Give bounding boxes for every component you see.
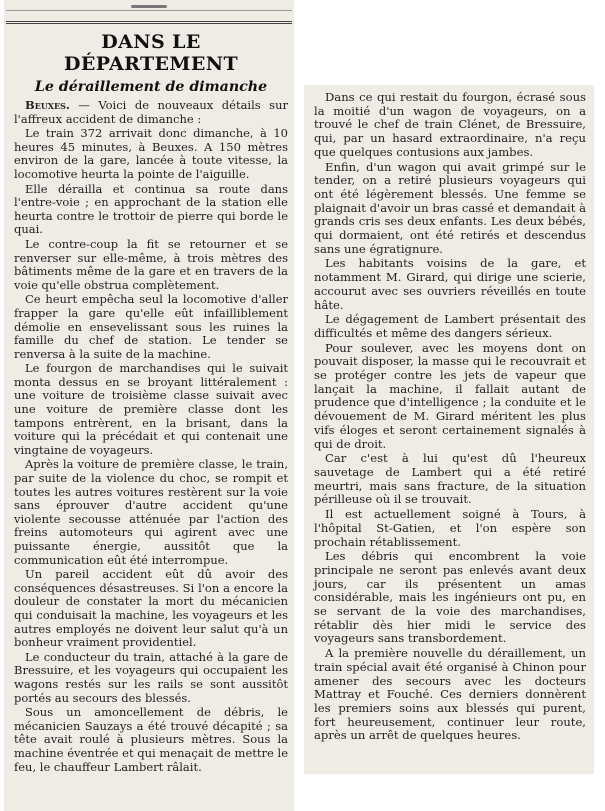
- right-column: [304, 85, 594, 774]
- article-paragraph: Les débris qui encombrent la voie principale ne seront pas enlevés avant deux jours, car ils présentent un amas considérable, mais les ingénieurs ont pu, en se servant de la voie des marchandises, rétablir dès hier midi le service des voyageurs sans transbordement.: [314, 549, 586, 646]
- article-paragraph: Le fourgon de marchandises qui le suivait monta dessus en se broyant littéralement : une voiture de troisième classe suivait avec une voiture de première classe dont les tampons entrèrent, en la brisant, dans la voiture qui la précédait et qui contenait une vingtaine de voyageurs.: [14, 361, 288, 457]
- article-paragraph: Le train 372 arrivait donc dimanche, à 10 heures 45 minutes, à Beuxes. A 150 mètres environ de la gare, lancée à toute vitesse, la locomotive heurta la pointe de l'aiguille.: [14, 126, 288, 181]
- article-paragraph: Après la voiture de première classe, le train, par suite de la violence du choc, se rompit et toutes les autres voitures restèrent sur la voie sans éprouver d'autre accident qu'une violente secousse atténuée par l'action des freins automoteurs qui agirent avec une puissante énergie, aussitôt que la communication eût été interrompue.: [14, 457, 288, 567]
- article-paragraph: Le dégagement de Lambert présentait des difficultés et même des dangers sérieux.: [314, 312, 586, 340]
- article-paragraph: Elle dérailla et continua sa route dans l'entre-voie ; en approchant de la station elle heurta contre le trottoir de pierre qui borde le quai.: [14, 181, 288, 237]
- lead-text: — Voici de nouveaux détails sur l'affreux accident de dimanche :: [14, 98, 288, 126]
- article-paragraph: Sous un amoncellement de débris, le mécanicien Sauzays a été trouvé décapité ; sa tête avait roulé à plusieurs mètres. Sous la machine éventrée et qui menaçait de mettre le feu, le chauffeur Lambert râlait.: [14, 705, 288, 774]
- article-paragraph: A la première nouvelle du déraillement, un train spécial avait été organisé à Chinon pour amener des secours avec les docteurs Mattray et Fouché. Ces derniers donnèrent les premiers soins aux blessés qui purent, fort heureusement, continuer leur route, après un arrêt de quelques heures.: [314, 646, 586, 743]
- article-paragraph: Un pareil accident eût dû avoir des conséquences désastreuses. Si l'on a encore la douleur de constater la mort du mécanicien qui conduisait la machine, les voyageurs et les autres employés ne doivent leur salut qu'à un bonheur vraiment providentiel.: [14, 567, 288, 650]
- section-rule: [6, 21, 292, 24]
- section-headline: DANS LE DÉPARTEMENT: [63, 31, 239, 75]
- top-rule: [6, 2, 292, 11]
- article-paragraph: Dans ce qui restait du fourgon, écrasé sous la moitié d'un wagon de voyageurs, on a trouvé le chef de train Clénet, de Bressuire, qui, par un hasard extraordinaire, n'a reçu que quelques contusions aux jambes.: [314, 90, 586, 159]
- article-paragraph: Le conducteur du train, attaché à la gare de Bressuire, et les voyageurs qui occupaient les wagons restés sur les rails se sont aussitôt portés au secours des blessés.: [14, 649, 288, 705]
- article-paragraph: Le contre-coup la fit se retourner et se renverser sur elle-même, à trois mètres des bâtiments même de la gare et en travers de la voie qu'elle obstrua complètement.: [14, 236, 288, 292]
- dateline: Beuxes.: [25, 98, 70, 112]
- article-paragraph: Les habitants voisins de la gare, et notamment M. Girard, qui dirige une scierie, accourut avec ses ouvriers réveillés en toute hâte.: [314, 256, 586, 312]
- article-paragraph: Car c'est à lui qu'est dû l'heureux sauvetage de Lambert qui a été retiré meurtri, mais sans fracture, de la situation périlleuse où il se trouvait.: [314, 451, 586, 507]
- article-paragraph: Enfin, d'un wagon qui avait grimpé sur le tender, on a retiré plusieurs voyageurs qui ont été légèrement blessés. Une femme se plaignait d'avoir un bras cassé et demandait à grands cris ses deux enfants. Les deux bébés, qui dormaient, ont été retirés et descendus sans une égratignure.: [314, 159, 586, 256]
- lead-paragraph: [14, 99, 288, 126]
- rule-ornament: [131, 5, 167, 8]
- left-column: [4, 0, 294, 811]
- article-paragraph: Ce heurt empêcha seul la locomotive d'aller frapper la gare qu'elle eût infailliblement démolie en ensevelissant sous les ruines la famille du chef de station. Le tender se renversa à la suite de la machine.: [14, 292, 288, 361]
- article-paragraph: Il est actuellement soigné à Tours, à l'hôpital St-Gatien, et l'on espère son prochain rétablissement.: [314, 507, 586, 549]
- article-subheadline: Le déraillement de dimanche: [34, 79, 268, 95]
- article-paragraph: Pour soulever, avec les moyens dont on pouvait disposer, la masse qui le recouvrait et se protéger contre les jets de vapeur que lançait la machine, il fallait autant de prudence que d'intelligence ; la conduite et le dévouement de M. Girard méritent les plus vifs éloges et seront certainement signalés à qui de droit.: [314, 340, 586, 451]
